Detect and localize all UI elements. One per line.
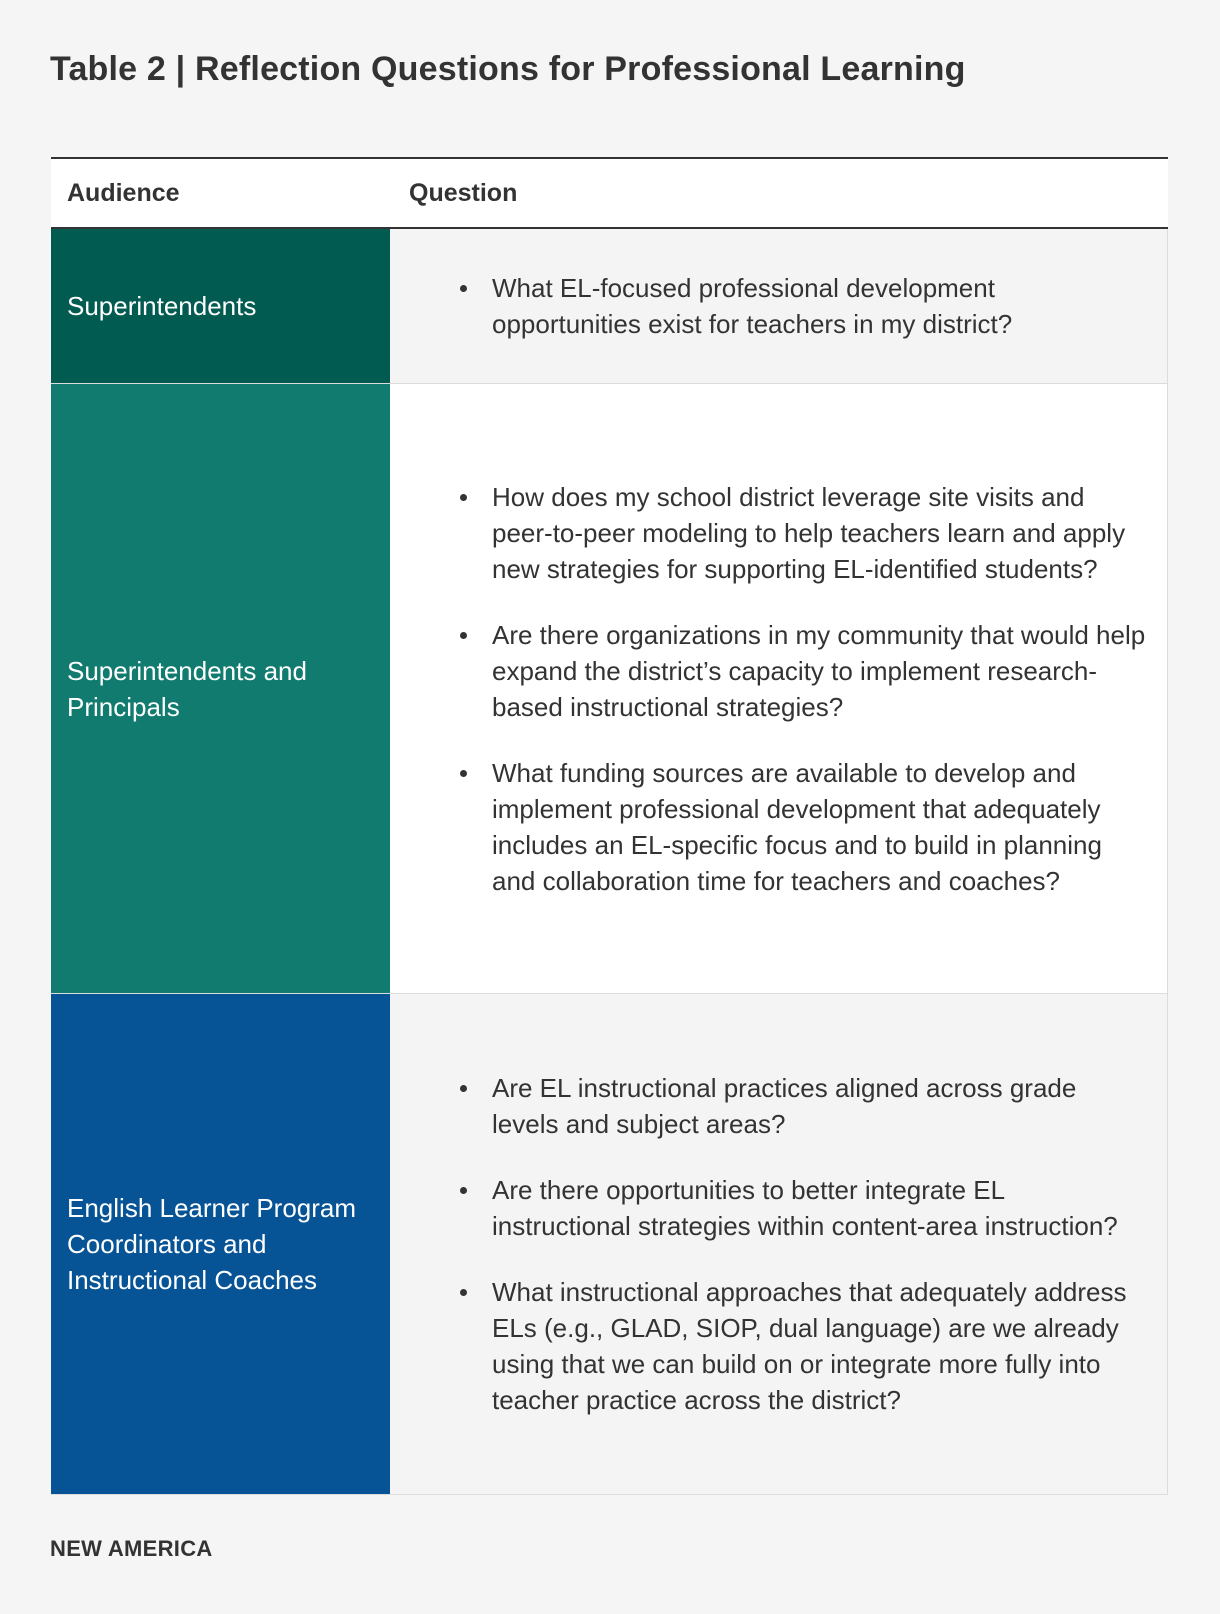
bullet-icon bbox=[460, 494, 467, 501]
question-column-header: Question bbox=[409, 178, 518, 207]
question-text: How does my school district leverage site visits and peer-to-peer modeling to help teachers learn and apply new strategies for supporting EL-identified students? bbox=[492, 481, 1126, 584]
bullet-icon bbox=[460, 1289, 467, 1296]
table-row bbox=[51, 994, 1168, 1495]
bullet-icon bbox=[460, 1187, 467, 1194]
page-title: Table 2 | Reflection Questions for Professional Learning bbox=[50, 50, 966, 88]
question-text: Are there organizations in my community that would help expand the district’s capacity to implement research-based instructional strategies? bbox=[492, 619, 1146, 722]
question-text: Are EL instructional practices aligned across grade levels and subject areas? bbox=[492, 1073, 1077, 1139]
question-text: Are there opportunities to better integrate EL instructional strategies within content-area instruction? bbox=[492, 1175, 1118, 1241]
audience-cell: English Learner Program Coordinators and Instructional Coaches bbox=[51, 994, 390, 1494]
table-header-row bbox=[51, 159, 1168, 229]
question-item bbox=[460, 479, 1147, 587]
question-cell bbox=[390, 229, 1168, 383]
question-item bbox=[460, 1070, 1147, 1142]
table-row bbox=[51, 229, 1168, 384]
question-item bbox=[460, 1172, 1147, 1244]
question-item bbox=[460, 755, 1147, 899]
bullet-icon bbox=[460, 1085, 467, 1092]
question-cell bbox=[390, 384, 1168, 993]
question-text: What EL-focused professional development opportunities exist for teachers in my district? bbox=[492, 273, 1013, 339]
question-text: What funding sources are available to develop and implement professional development that adequately includes an EL-specific focus and to build in planning and collaboration time for teachers and coaches? bbox=[492, 757, 1102, 896]
question-item bbox=[460, 270, 1147, 342]
bullet-icon bbox=[460, 632, 467, 639]
audience-column-header: Audience bbox=[67, 178, 180, 207]
question-text: What instructional approaches that adequately address ELs (e.g., GLAD, SIOP, dual language) are we already using that we can build on or integrate more fully into teacher practice across the district? bbox=[492, 1277, 1127, 1415]
question-list bbox=[460, 479, 1147, 899]
reflection-questions-table bbox=[51, 157, 1168, 1495]
question-list bbox=[460, 270, 1147, 342]
table-row bbox=[51, 384, 1168, 994]
audience-cell: Superintendents and Principals bbox=[51, 384, 390, 993]
bullet-icon bbox=[460, 285, 467, 292]
audience-cell: Superintendents bbox=[51, 229, 390, 383]
question-item bbox=[460, 1274, 1147, 1418]
new-america-logo: NEW AMERICA bbox=[50, 1536, 213, 1561]
question-cell bbox=[390, 994, 1168, 1494]
question-list bbox=[460, 1070, 1147, 1418]
question-item bbox=[460, 617, 1147, 725]
bullet-icon bbox=[460, 770, 467, 777]
